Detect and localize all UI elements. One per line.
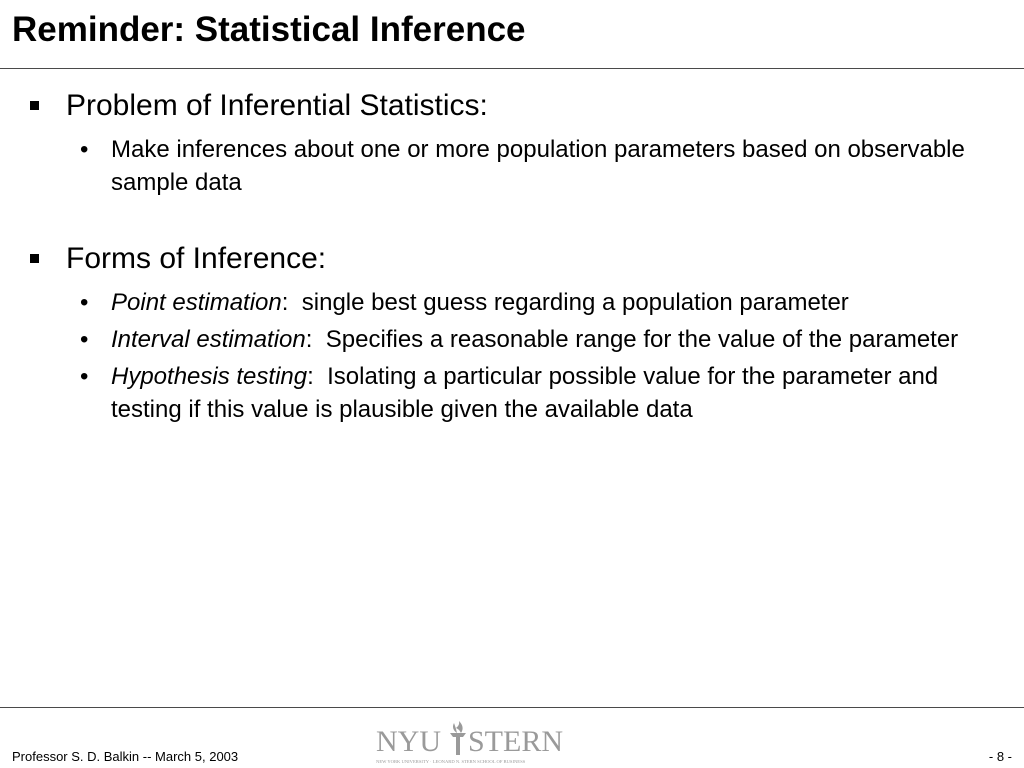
sub-bullet [0, 323, 1024, 356]
section-problem [0, 88, 1024, 199]
torch-icon [450, 721, 466, 755]
sub-bullet [0, 360, 1024, 426]
sub-bullet [0, 286, 1024, 319]
heading-text: Problem of Inferential Statistics: [66, 89, 488, 122]
sub-bullet-text: single best guess regarding a population parameter [301, 289, 849, 316]
sub-bullet [0, 133, 1024, 199]
title-divider [0, 68, 1024, 69]
heading-text: Forms of Inference: [66, 242, 327, 275]
square-bullet-icon [30, 101, 39, 110]
footer-divider [0, 707, 1024, 708]
bullet-heading [0, 88, 1024, 124]
round-bullet-icon: • [80, 136, 89, 163]
round-bullet-icon: • [80, 363, 89, 390]
section-forms [0, 241, 1024, 426]
round-bullet-icon: • [80, 289, 89, 316]
sub-bullet-text: Make inferences about one or more population parameters based on observable sample data [111, 136, 965, 196]
sub-bullet-list [0, 286, 1024, 426]
term: Interval estimation [111, 326, 306, 353]
logo-tagline: NEW YORK UNIVERSITY · LEONARD N. STERN SCHOOL OF BUSINESS [376, 759, 526, 764]
slide-title: Reminder: Statistical Inference [12, 10, 526, 49]
sub-bullet-list [0, 133, 1024, 199]
logo-right-word: STERN [468, 725, 564, 758]
page-number: - 8 - [988, 749, 1012, 764]
logo-left-word: NYU [376, 725, 441, 758]
sub-bullet-text: Isolating a particular possible value for the parameter and testing if this value is plausible given the available data [111, 363, 939, 423]
bullet-heading [0, 241, 1024, 277]
term: Hypothesis testing [111, 363, 308, 390]
sub-bullet-text: Specifies a reasonable range for the value of the parameter [325, 326, 959, 353]
separator: : [307, 363, 328, 390]
term: Point estimation [111, 289, 282, 316]
separator: : [305, 326, 326, 353]
separator: : [281, 289, 302, 316]
footer-author-date: Professor S. D. Balkin -- March 5, 2003 [12, 749, 239, 764]
slide-body [0, 88, 1024, 468]
round-bullet-icon: • [80, 326, 89, 353]
nyu-stern-logo [376, 715, 586, 767]
square-bullet-icon [30, 254, 39, 263]
